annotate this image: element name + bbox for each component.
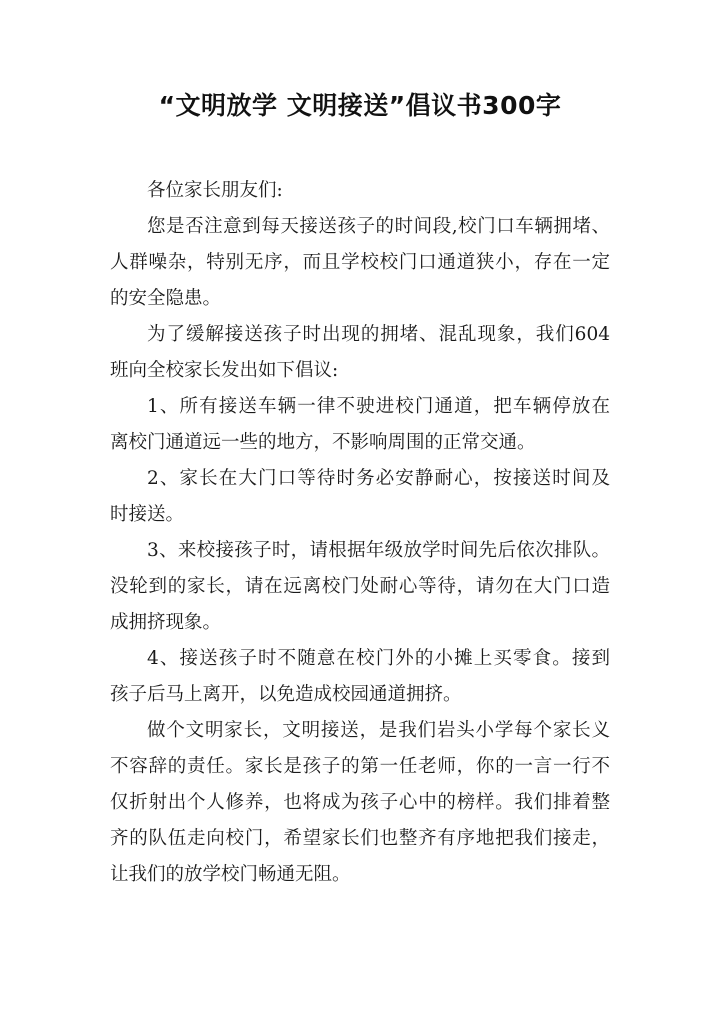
paragraph-line: 齐的队伍走向校门，希望家长们也整齐有序地把我们接走， (110, 828, 610, 849)
paragraph-2 (110, 317, 610, 389)
paragraph-line: 成拥挤现象。 (110, 612, 222, 633)
paragraph-line: 4、接送孩子时不随意在校门外的小摊上买零食。接到 (147, 648, 610, 669)
paragraph-line: 班向全校家长发出如下倡议: (110, 360, 339, 381)
paragraph-line: 离校门通道远一些的地方，不影响周围的正常交通。 (110, 432, 536, 453)
paragraph-5 (110, 533, 610, 641)
paragraph-line: 孩子后马上离开，以免造成校园通道拥挤。 (110, 684, 462, 705)
paragraph-line: 时接送。 (110, 504, 185, 525)
paragraph-line: 为了缓解接送孩子时出现的拥堵、混乱现象，我们604 (147, 324, 610, 345)
paragraph-line: 3、来校接孩子时，请根据年级放学时间先后依次排队。 (147, 540, 610, 561)
salutation: 各位家长朋友们: (147, 180, 283, 201)
paragraph-line: 做个文明家长，文明接送，是我们岩头小学每个家长义 (147, 720, 610, 741)
paragraph-line: 的安全隐患。 (110, 288, 222, 309)
paragraph-1 (110, 209, 610, 317)
paragraph-line: 您是否注意到每天接送孩子的时间段,校门口车辆拥堵、 (147, 216, 610, 237)
document-title: “文明放学 文明接送”倡议书300字 (158, 91, 562, 120)
paragraph-line: 不容辞的责任。家长是孩子的第一任老师，你的一言一行不 (110, 756, 610, 777)
paragraph-3 (110, 389, 610, 461)
document-body (110, 173, 610, 893)
paragraph-4 (110, 461, 610, 533)
paragraph-6 (110, 641, 610, 713)
paragraph-line: 仅折射出个人修养，也将成为孩子心中的榜样。我们排着整 (110, 792, 610, 813)
paragraph-line: 没轮到的家长，请在远离校门处耐心等待，请勿在大门口造 (110, 576, 610, 597)
paragraph-line: 人群噪杂，特别无序，而且学校校门口通道狭小，存在一定 (110, 252, 610, 273)
paragraph-7 (110, 713, 610, 893)
paragraph-line: 1、所有接送车辆一律不驶进校门通道，把车辆停放在 (147, 396, 610, 417)
paragraph-line: 2、家长在大门口等待时务必安静耐心，按接送时间及 (147, 468, 610, 489)
paragraph-line: 让我们的放学校门畅通无阻。 (110, 864, 351, 885)
